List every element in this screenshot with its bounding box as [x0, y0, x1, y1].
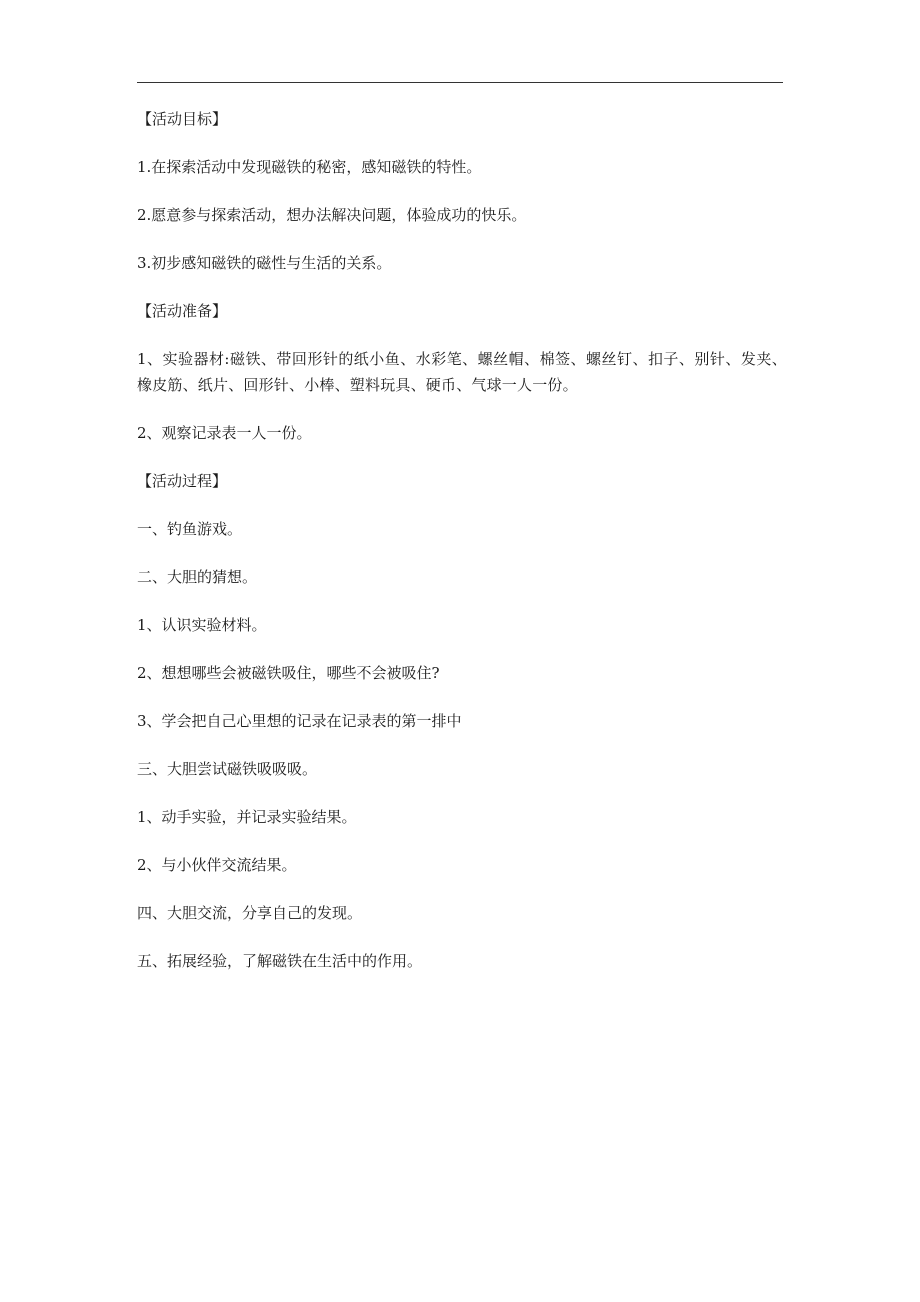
goal-item: 2.愿意参与探索活动，想办法解决问题，体验成功的快乐。	[137, 206, 527, 224]
process-item: 2、与小伙伴交流结果。	[137, 856, 297, 874]
header-rule	[137, 82, 783, 83]
section-heading-prep: 【活动准备】	[137, 302, 228, 320]
section-heading-goals: 【活动目标】	[137, 110, 228, 128]
prep-item: 2、观察记录表一人一份。	[137, 424, 312, 442]
document-body	[137, 106, 787, 996]
section-heading-process: 【活动过程】	[137, 472, 228, 490]
process-item: 一、钓鱼游戏。	[137, 520, 243, 538]
process-item: 三、大胆尝试磁铁吸吸吸。	[137, 760, 318, 778]
process-item: 2、想想哪些会被磁铁吸住，哪些不会被吸住?	[137, 664, 440, 682]
goal-item: 3.初步感知磁铁的磁性与生活的关系。	[137, 254, 392, 272]
process-item: 1、认识实验材料。	[137, 616, 267, 634]
process-item: 3、学会把自己心里想的记录在记录表的第一排中	[137, 712, 462, 730]
process-item: 五、拓展经验，了解磁铁在生活中的作用。	[137, 952, 423, 970]
process-item: 四、大胆交流，分享自己的发现。	[137, 904, 363, 922]
process-item: 二、大胆的猜想。	[137, 568, 258, 586]
goal-item: 1.在探索活动中发现磁铁的秘密，感知磁铁的特性。	[137, 158, 482, 176]
process-item: 1、动手实验，并记录实验结果。	[137, 808, 357, 826]
prep-item: 1、实验器材:磁铁、带回形针的纸小鱼、水彩笔、螺丝帽、棉签、螺丝钉、扣子、别针、发夹、橡皮筋、纸片、回形针、小棒、塑料玩具、硬币、气球一人一份。	[137, 350, 787, 394]
